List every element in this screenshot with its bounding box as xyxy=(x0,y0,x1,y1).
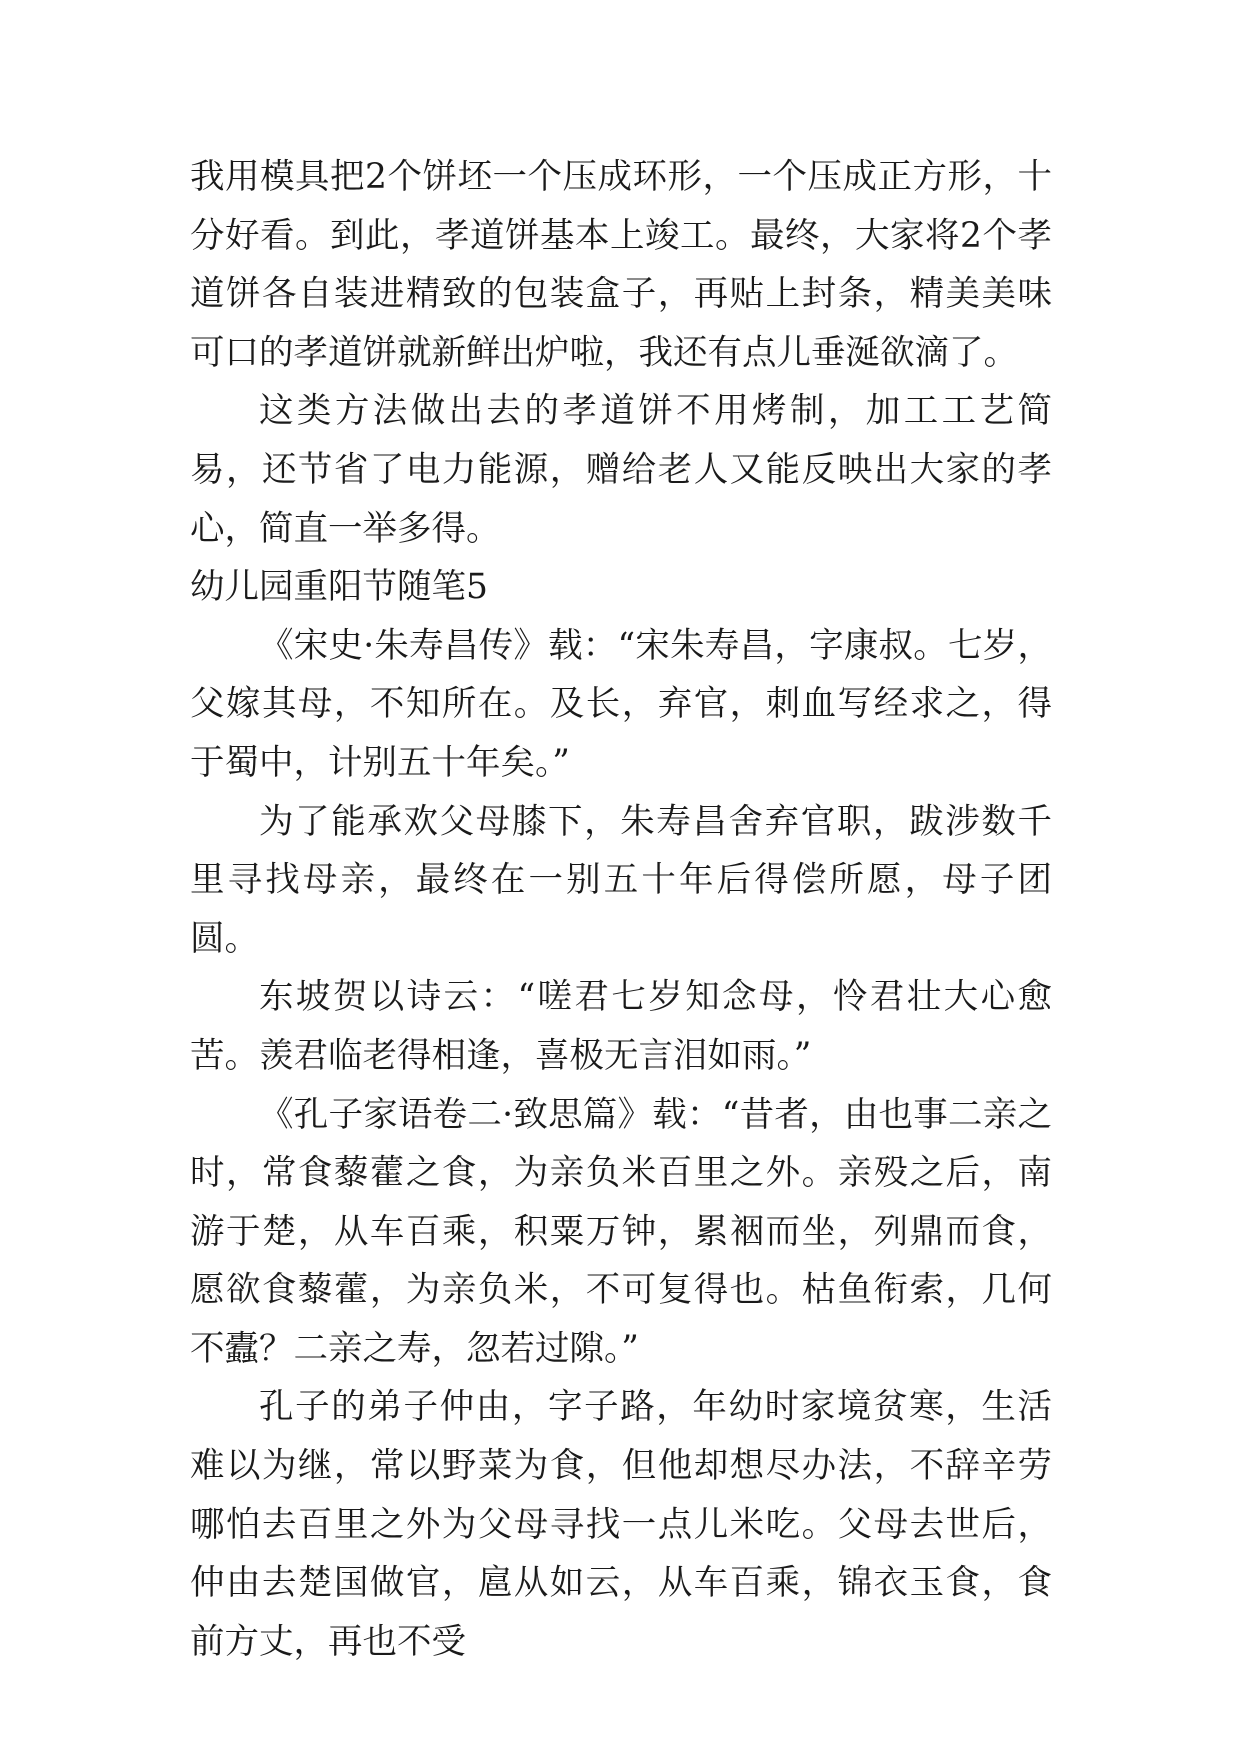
paragraph-dongpo-poem: 东坡贺以诗云：“嗟君七岁知念母，怜君壮大心愈苦。羡君临老得相逢，喜极无言泪如雨。” xyxy=(190,977,1052,1076)
paragraph-songshi-quote: 《宋史·朱寿昌传》载：“宋朱寿昌，字康叔。七岁，父嫁其母，不知所在。及长，弃官，刺血写经求之，得于蜀中，计别五十年矣。” xyxy=(190,625,1052,783)
paragraph-cake-shaping: 我用模具把2个饼坯一个压成环形，一个压成正方形，十分好看。到此，孝道饼基本上竣工。最终，大家将2个孝道饼各自装进精致的包装盒子，再贴上封条，精美美味可口的孝道饼就新鲜出炉啦，我还有点儿垂涎欲滴了。 xyxy=(190,157,1052,373)
section-heading: 幼儿园重阳节随笔5 xyxy=(190,567,488,608)
document-body xyxy=(190,148,1052,1671)
paragraph-cake-summary: 这类方法做出去的孝道饼不用烤制，加工工艺简易，还节省了电力能源，赠给老人又能反映出大家的孝心，简直一举多得。 xyxy=(190,391,1052,549)
paragraph-zhong-you: 孔子的弟子仲由，字子路，年幼时家境贫寒，生活难以为继，常以野菜为食，但他却想尽办法，不辞辛劳哪怕去百里之外为父母寻找一点儿米吃。父母去世后，仲由去楚国做官，扈从如云，从车百乘，锦衣玉食，食前方丈，再也不受 xyxy=(190,1387,1052,1662)
paragraph-zhu-shouchang: 为了能承欢父母膝下，朱寿昌舍弃官职，跋涉数千里寻找母亲，最终在一别五十年后得偿所愿，母子团圆。 xyxy=(190,801,1052,959)
paragraph-kongzi-jiayu-quote: 《孔子家语卷二·致思篇》载：“昔者，由也事二亲之时，常食藜藿之食，为亲负米百里之外。亲殁之后，南游于楚，从车百乘，积粟万钟，累裀而坐，列鼎而食，愿欲食藜藿，为亲负米，不可复得也。枯鱼衔索，几何不蠹？二亲之寿，忽若过隙。” xyxy=(190,1094,1052,1369)
